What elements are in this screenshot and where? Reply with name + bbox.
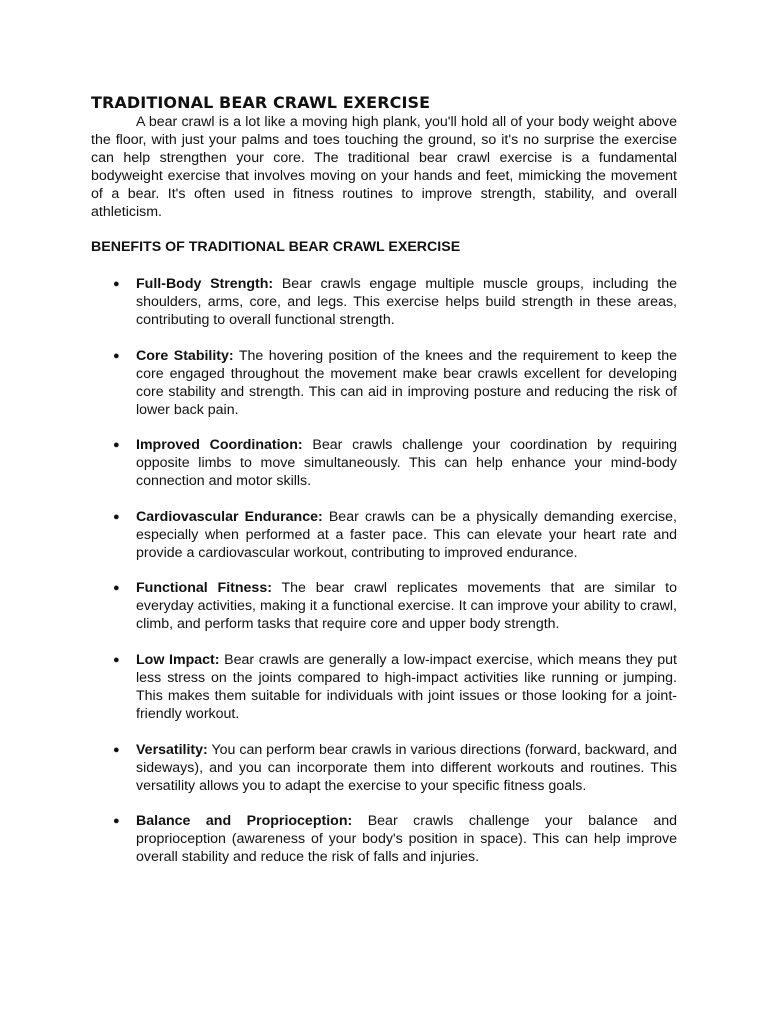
benefit-item-improved-coordination xyxy=(91,436,677,490)
document-title: TRADITIONAL BEAR CRAWL EXERCISE xyxy=(91,93,431,112)
benefit-title: Versatility: xyxy=(136,741,208,758)
benefit-item-cardiovascular-endurance xyxy=(91,508,677,562)
benefit-text: Bear crawls challenge your coordination by requiring opposite limbs to move simultaneously. This can help enhance your mind-body connection and motor skills. xyxy=(136,437,677,490)
bullet-icon: ● xyxy=(113,582,120,595)
benefit-item-functional-fitness xyxy=(91,579,677,633)
benefit-item-balance-proprioception xyxy=(91,812,677,866)
benefit-title: Functional Fitness: xyxy=(136,580,272,597)
benefit-title: Low Impact: xyxy=(136,651,220,668)
bullet-icon: ● xyxy=(113,278,120,290)
benefit-text: Bear crawls challenge your balance and proprioception (awareness of your body's position in space). This can help improve overall stability and reduce the risk of falls and injuries. xyxy=(136,813,677,866)
bullet-icon: ● xyxy=(113,653,120,666)
benefit-item-versatility xyxy=(91,741,677,795)
benefit-title: Balance and Proprioception: xyxy=(136,813,353,830)
bullet-icon: ● xyxy=(113,743,120,756)
benefits-list xyxy=(91,275,677,866)
benefit-text: Bear crawls can be a physically demanding exercise, especially when performed at a faster pace. This can elevate your heart rate and provide a cardiovascular workout, contributing to improved endurance. xyxy=(136,508,677,561)
benefit-item-full-body-strength xyxy=(91,275,677,329)
benefit-text: Bear crawls are generally a low-impact exercise, which means they put less stress on the joints compared to high-impact activities like running or jumping. This makes them suitable for individuals with joint issues or those looking for a joint-friendly workout. xyxy=(136,651,677,722)
bullet-icon: ● xyxy=(113,439,120,452)
benefit-title: Full-Body Strength: xyxy=(136,276,274,292)
benefit-text: You can perform bear crawls in various directions (forward, backward, and sideways), and you can incorporate them into different workouts and routines. This versatility allows you to adapt the exercise to your specific fitness goals. xyxy=(136,741,678,794)
benefits-heading: BENEFITS OF TRADITIONAL BEAR CRAWL EXERCISE xyxy=(91,239,461,255)
benefit-text: The hovering position of the knees and the requirement to keep the core engaged throughout the movement make bear crawls excellent for developing core stability and strength. This can aid in improving posture and reducing the risk of lower back pain. xyxy=(136,347,677,418)
document-page xyxy=(91,93,677,884)
benefit-item-core-stability xyxy=(91,347,677,419)
benefit-item-low-impact xyxy=(91,651,677,723)
benefit-text: The bear crawl replicates movements that are similar to everyday activities, making it a functional exercise. It can improve your ability to crawl, climb, and perform tasks that require core and upper body strength. xyxy=(136,580,678,633)
intro-paragraph: A bear crawl is a lot like a moving high plank, you'll hold all of your body weight above the floor, with just your palms and toes touching the ground, so it's no surprise the exercise can help strengthen your core. The traditional bear crawl exercise is a fundamental bodyweight exercise that involves moving on your hands and feet, mimicking the movement of a bear. It's often used in fitness routines to improve strength, stability, and overall athleticism. xyxy=(91,114,677,220)
benefit-title: Cardiovascular Endurance: xyxy=(136,508,323,525)
benefit-text: Bear crawls engage multiple muscle groups, including the shoulders, arms, core, and legs. This exercise helps build strength in these areas, contributing to overall functional strength. xyxy=(136,276,677,328)
benefit-title: Improved Coordination: xyxy=(136,437,303,454)
benefit-title: Core Stability: xyxy=(136,347,234,364)
bullet-icon: ● xyxy=(113,815,120,828)
bullet-icon: ● xyxy=(113,349,120,362)
bullet-icon: ● xyxy=(113,510,120,523)
